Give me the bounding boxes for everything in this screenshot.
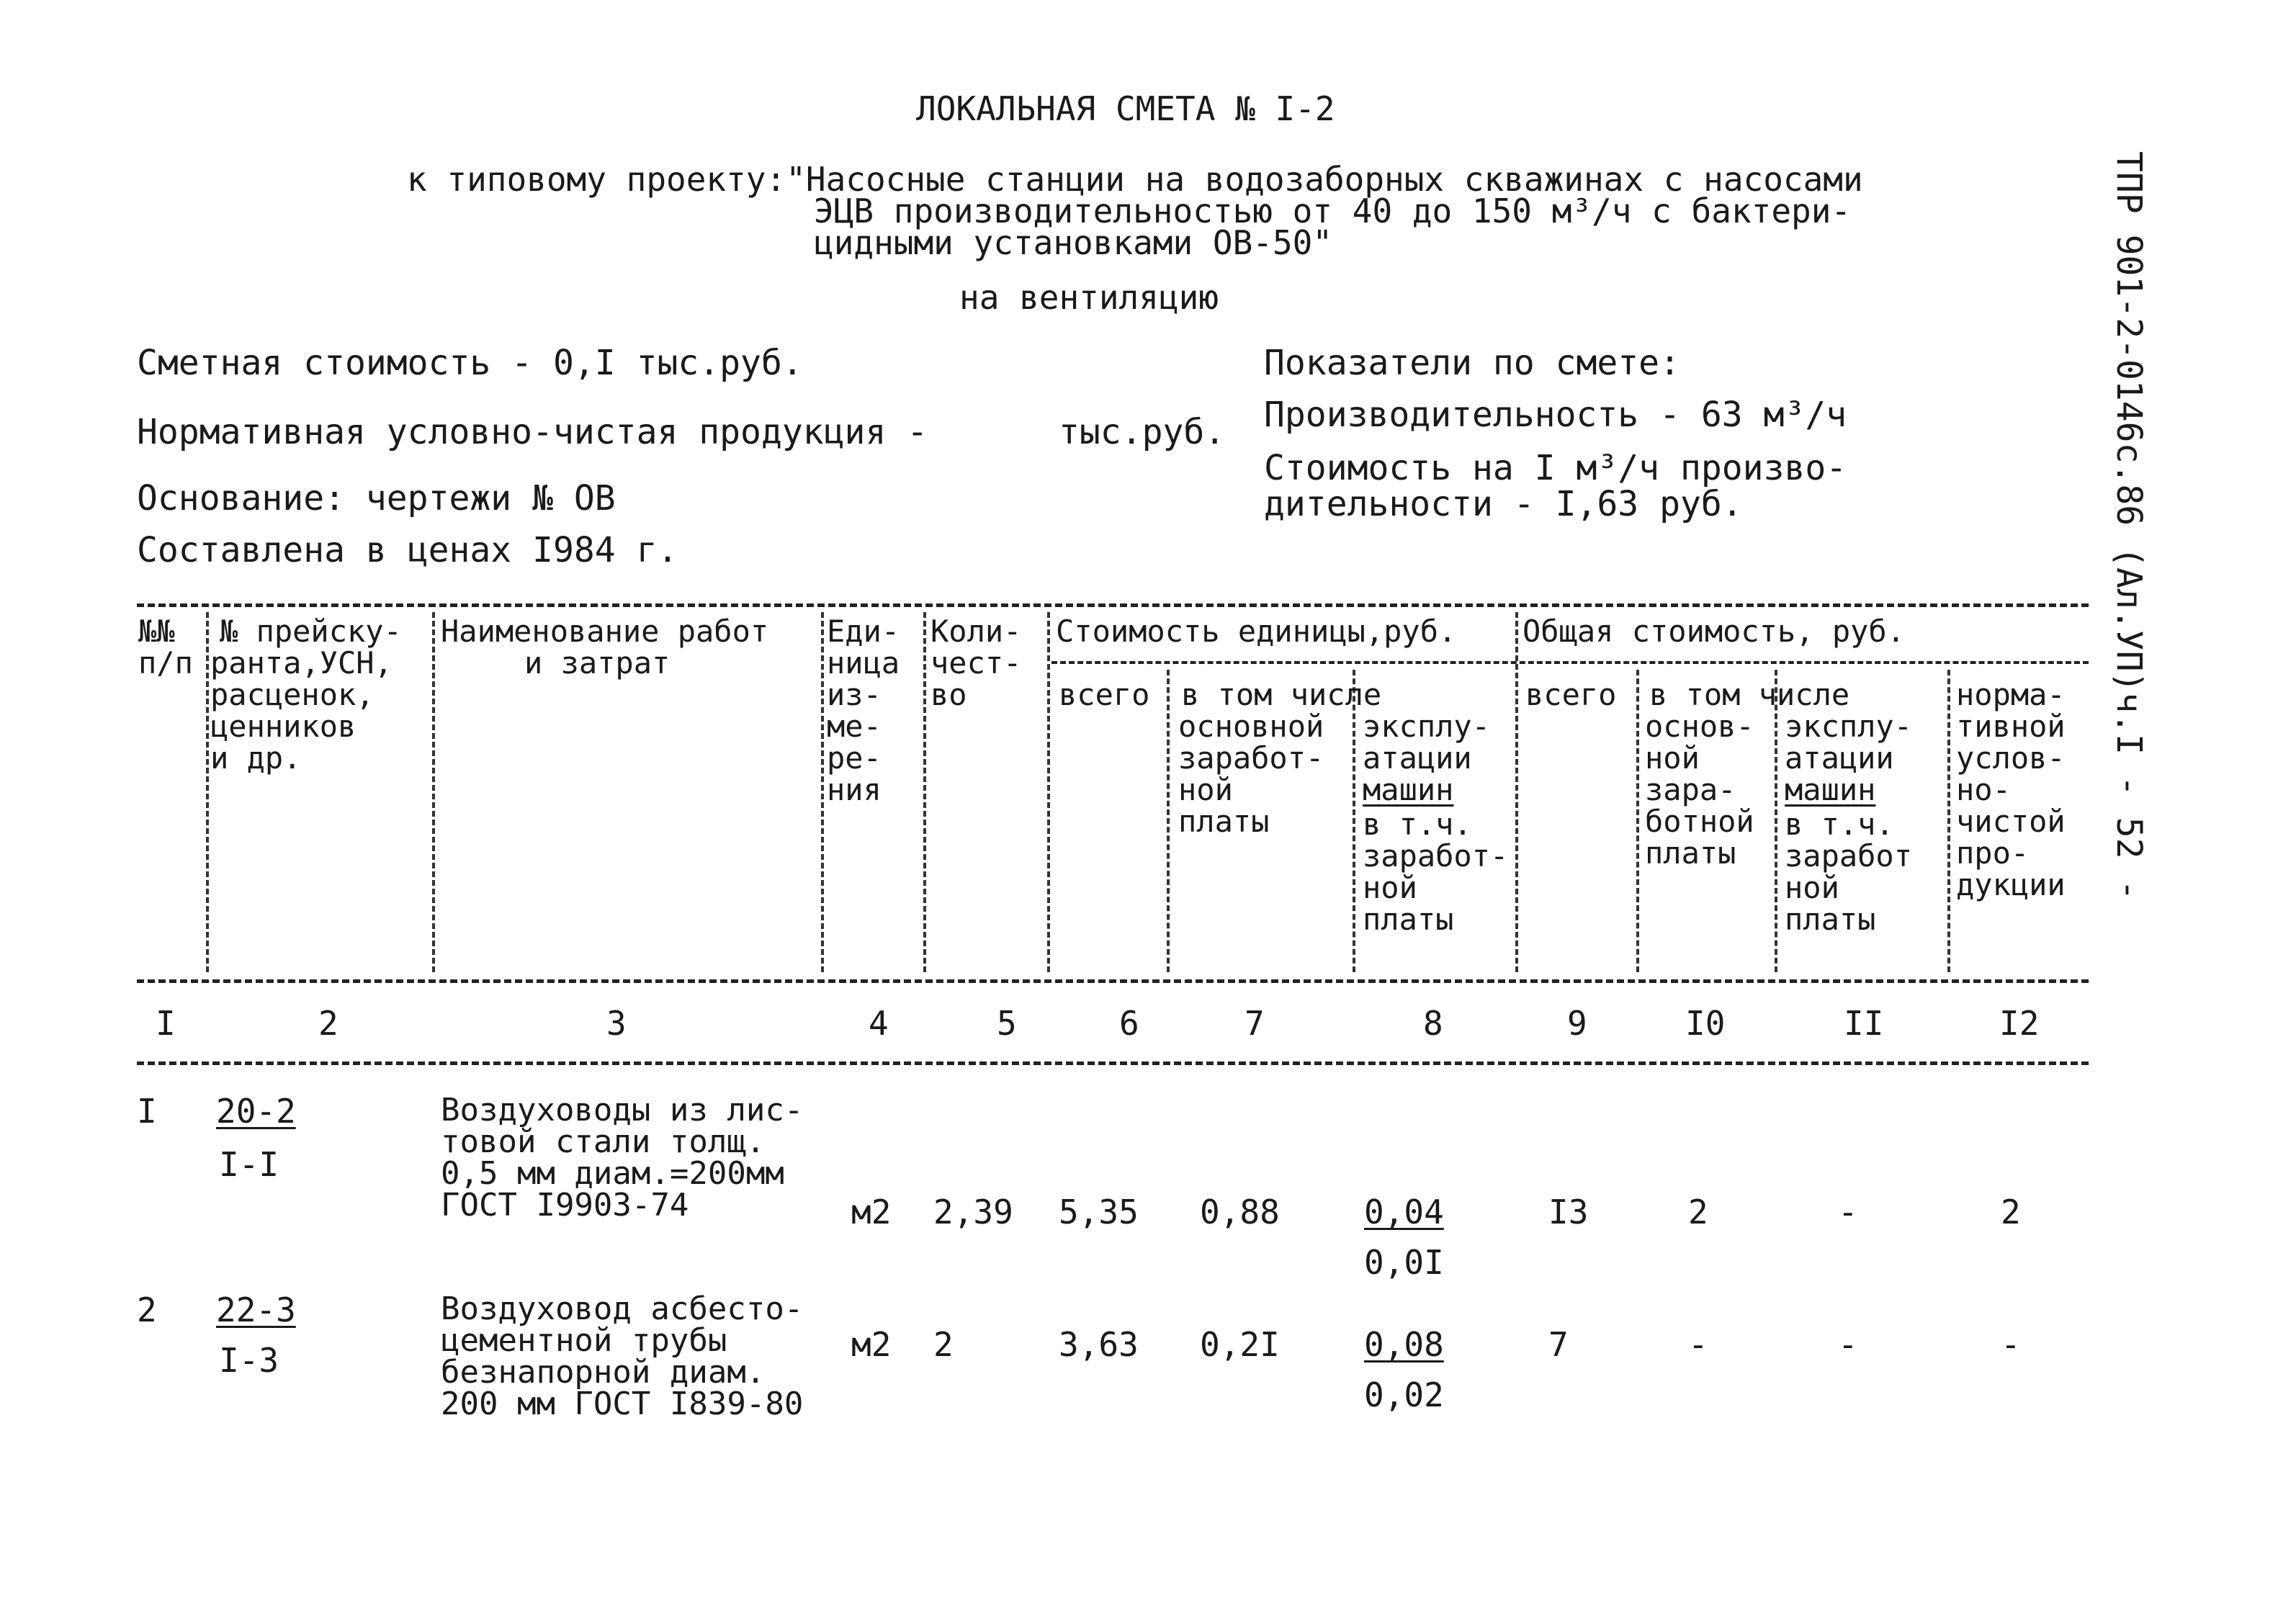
col-divider-6 bbox=[1167, 670, 1170, 972]
row-unit-total: 3,63 bbox=[1059, 1325, 1139, 1364]
head-c10-group: в том числе bbox=[1649, 677, 1850, 712]
head-c11-line2: атации bbox=[1785, 740, 1894, 776]
head-c8-line4: в т.ч. bbox=[1363, 807, 1472, 842]
row-name-line4: 200 мм ГОСТ I839-80 bbox=[441, 1386, 804, 1422]
row-name-line3: безнапорной диам. bbox=[441, 1354, 766, 1391]
project-line-3: цидными установками ОВ-50" bbox=[814, 223, 1333, 262]
head-c8-line7: платы bbox=[1363, 902, 1454, 937]
head-c8-line3: машин bbox=[1363, 772, 1454, 807]
head-c5-line1: Коли- bbox=[930, 614, 1022, 649]
head-c12-line1: норма- bbox=[1956, 677, 2066, 712]
head-c8-line2: атации bbox=[1363, 740, 1472, 776]
col-number-1: I bbox=[156, 1004, 176, 1043]
col-divider-1 bbox=[206, 612, 209, 972]
head-c3-line2: и затрат bbox=[524, 645, 671, 681]
head-c4-line6: ния bbox=[827, 772, 882, 807]
project-line-2: ЭЦВ производительностью от 40 до 150 м³/ч с бактери- bbox=[814, 192, 1852, 230]
row-normative: 2 bbox=[2001, 1193, 2021, 1231]
head-c11-line5: заработ bbox=[1785, 838, 1913, 874]
head-c11-line3: машин bbox=[1785, 772, 1876, 807]
indicator-unit-cost-2: дительности - I,63 руб. bbox=[1264, 484, 1743, 524]
head-c5-line2: чест- bbox=[930, 645, 1022, 681]
row-name-line2: цементной трубы bbox=[441, 1322, 727, 1359]
row-unit-machine: 0,08 bbox=[1364, 1325, 1444, 1364]
row-normative: - bbox=[2001, 1325, 2021, 1364]
head-c8-line6: ной bbox=[1363, 870, 1417, 905]
col-divider-4 bbox=[923, 612, 926, 972]
head-c8-line5: заработ- bbox=[1363, 838, 1509, 874]
head-c7-line2: заработ- bbox=[1178, 740, 1324, 776]
head-c12-line3: услов- bbox=[1956, 740, 2066, 776]
row-code-top: 20-2 bbox=[216, 1092, 296, 1131]
row-total-wage: 2 bbox=[1688, 1193, 1708, 1231]
row-quantity: 2 bbox=[933, 1325, 954, 1364]
normative-production: Нормативная условно-чистая продукция - bbox=[137, 412, 928, 452]
row-name-line4: ГОСТ I9903-74 bbox=[441, 1187, 689, 1224]
head-c12-line6: про- bbox=[1956, 835, 2030, 871]
row-total: 7 bbox=[1548, 1325, 1569, 1364]
head-unit-cost: Стоимость единицы,руб. bbox=[1056, 614, 1457, 649]
row-unit-machine-wage: 0,0I bbox=[1364, 1243, 1444, 1282]
head-c11-line1: эксплу- bbox=[1785, 709, 1913, 744]
indicators-heading: Показатели по смете: bbox=[1264, 343, 1680, 383]
head-c5-line3: во bbox=[930, 677, 967, 712]
col-number-11: II bbox=[1844, 1004, 1884, 1043]
head-c4-line2: ница bbox=[827, 645, 900, 681]
row-code-top: 22-3 bbox=[216, 1290, 296, 1329]
head-c11-line4: в т.ч. bbox=[1785, 807, 1894, 842]
row-code-bottom: I-I bbox=[219, 1145, 279, 1184]
side-document-code: ТПР 901-2-0146с.86 (Ал.УП)ч.I - 52 - bbox=[2109, 151, 2149, 901]
row-unit: м2 bbox=[851, 1325, 892, 1364]
indicator-unit-cost-1: Стоимость на I м³/ч произво- bbox=[1264, 448, 1847, 488]
col-number-3: 3 bbox=[606, 1004, 627, 1043]
row-total-wage: - bbox=[1688, 1325, 1708, 1364]
indicator-capacity: Производительность - 63 м³/ч bbox=[1264, 395, 1847, 435]
head-c7-line3: ной bbox=[1178, 772, 1233, 807]
head-c12-line2: тивной bbox=[1956, 709, 2066, 744]
head-c11-line6: ной bbox=[1785, 870, 1839, 905]
row-name-line3: 0,5 мм диам.=200мм bbox=[441, 1155, 784, 1192]
head-c7-line4: платы bbox=[1178, 804, 1270, 839]
col-number-6: 6 bbox=[1119, 1004, 1139, 1043]
estimate-basis: Основание: чертежи № ОВ bbox=[137, 478, 616, 519]
col-divider-10 bbox=[1775, 670, 1777, 972]
row-name-line1: Воздуховоды из лис- bbox=[441, 1092, 804, 1128]
row-quantity: 2,39 bbox=[933, 1193, 1013, 1231]
col-divider-3 bbox=[821, 612, 824, 972]
head-c8-line1: эксплу- bbox=[1363, 709, 1491, 744]
head-c4-line5: ре- bbox=[827, 740, 882, 776]
head-c11-line7: платы bbox=[1785, 902, 1876, 937]
head-c10-line5: платы bbox=[1645, 835, 1736, 871]
head-c2-line2: ранта,УСН, bbox=[210, 645, 393, 681]
row-total-machine: - bbox=[1838, 1325, 1858, 1364]
col-number-4: 4 bbox=[869, 1004, 889, 1043]
head-c2-line4: ценников bbox=[210, 709, 356, 744]
head-c2-line3: расценок, bbox=[210, 677, 375, 712]
col-number-5: 5 bbox=[997, 1004, 1017, 1043]
col-divider-9 bbox=[1636, 670, 1639, 972]
head-c10-line3: зара- bbox=[1645, 772, 1736, 807]
head-c2-line1: № прейску- bbox=[220, 614, 402, 649]
row-name-line1: Воздуховод асбесто- bbox=[441, 1290, 804, 1327]
table-group-rule bbox=[1051, 661, 2089, 664]
head-c1-line2: п/п bbox=[138, 645, 193, 681]
col-number-7: 7 bbox=[1245, 1004, 1265, 1043]
head-c12-line4: но- bbox=[1956, 772, 2011, 807]
table-numbers-bottom-rule bbox=[137, 1061, 2089, 1065]
estimate-cost: Сметная стоимость - 0,I тыс.руб. bbox=[137, 343, 803, 383]
head-c12-line5: чистой bbox=[1956, 804, 2066, 839]
head-c4-line1: Еди- bbox=[827, 614, 900, 649]
head-c9: всего bbox=[1525, 677, 1617, 712]
head-c10-line1: основ- bbox=[1645, 709, 1754, 744]
head-c4-line3: из- bbox=[827, 677, 882, 712]
normative-production-unit: тыс.руб. bbox=[1059, 412, 1226, 452]
head-c2-line5: и др. bbox=[210, 740, 302, 776]
estimate-prices: Составлена в ценах I984 г. bbox=[137, 530, 678, 570]
head-c10-line2: ной bbox=[1645, 740, 1700, 776]
head-c1-line1: №№ bbox=[138, 614, 175, 649]
project-line-1: к типовому проекту:"Насосные станции на водозаборных скважинах с насосами bbox=[407, 160, 1863, 199]
head-c4-line4: ме- bbox=[827, 709, 882, 744]
col-number-8: 8 bbox=[1423, 1004, 1443, 1043]
row-unit-total: 5,35 bbox=[1059, 1193, 1139, 1231]
col-number-12: I2 bbox=[1999, 1004, 2040, 1043]
document-title: ЛОКАЛЬНАЯ СМЕТА № I-2 bbox=[916, 89, 1335, 128]
table-header-bottom-rule bbox=[137, 979, 2089, 983]
col-divider-5 bbox=[1047, 612, 1050, 972]
row-total: I3 bbox=[1548, 1193, 1589, 1231]
row-unit-machine-wage: 0,02 bbox=[1364, 1375, 1444, 1414]
head-c6: всего bbox=[1059, 677, 1150, 712]
col-number-2: 2 bbox=[318, 1004, 338, 1043]
row-unit: м2 bbox=[851, 1193, 892, 1231]
col-divider-11 bbox=[1947, 670, 1950, 972]
row-unit-machine: 0,04 bbox=[1364, 1193, 1444, 1231]
head-c7-line1: основной bbox=[1178, 709, 1324, 744]
row-total-machine: - bbox=[1838, 1193, 1858, 1231]
col-divider-8 bbox=[1515, 612, 1518, 972]
col-divider-7 bbox=[1353, 670, 1355, 972]
col-divider-2 bbox=[432, 612, 435, 972]
row-name-line2: товой стали толщ. bbox=[441, 1123, 766, 1160]
row-unit-wage: 0,88 bbox=[1200, 1193, 1280, 1231]
row-unit-wage: 0,2I bbox=[1200, 1325, 1280, 1364]
head-c12-line7: дукции bbox=[1956, 867, 2066, 902]
row-number: 2 bbox=[137, 1290, 157, 1329]
head-c7-group: в том числе bbox=[1181, 677, 1382, 712]
row-number: I bbox=[137, 1092, 157, 1131]
head-c10-line4: ботной bbox=[1645, 804, 1754, 839]
head-total-cost: Общая стоимость, руб. bbox=[1523, 614, 1906, 649]
document-subject: на вентиляцию bbox=[959, 278, 1219, 317]
col-number-10: I0 bbox=[1685, 1004, 1726, 1043]
col-number-9: 9 bbox=[1567, 1004, 1587, 1043]
table-top-rule bbox=[137, 603, 2089, 607]
row-code-bottom: I-3 bbox=[219, 1341, 279, 1380]
head-c3-line1: Наименование работ bbox=[441, 614, 769, 649]
